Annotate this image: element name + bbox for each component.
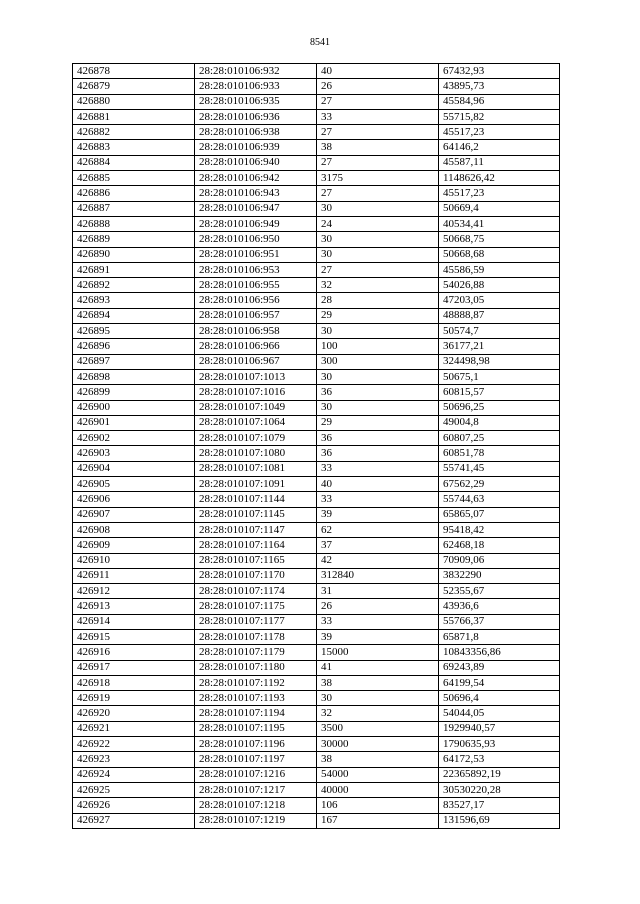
area-cell: 29 (317, 415, 439, 430)
table-row (73, 186, 560, 201)
cadastral-number-cell: 28:28:010107:1178 (195, 629, 317, 644)
record-number-cell: 426927 (73, 813, 195, 828)
cadastral-number-cell: 28:28:010107:1016 (195, 385, 317, 400)
record-number-cell: 426894 (73, 308, 195, 323)
table-row (73, 813, 560, 828)
cadastral-number-cell: 28:28:010106:967 (195, 354, 317, 369)
value-cell: 55744,63 (439, 492, 560, 507)
cadastral-number-cell: 28:28:010106:950 (195, 232, 317, 247)
value-cell: 324498,98 (439, 354, 560, 369)
record-number-cell: 426926 (73, 798, 195, 813)
value-cell: 131596,69 (439, 813, 560, 828)
value-cell: 45587,11 (439, 155, 560, 170)
record-number-cell: 426922 (73, 737, 195, 752)
record-number-cell: 426908 (73, 522, 195, 537)
cadastral-number-cell: 28:28:010107:1049 (195, 400, 317, 415)
value-cell: 70909,06 (439, 553, 560, 568)
cadastral-number-cell: 28:28:010107:1180 (195, 660, 317, 675)
cadastral-number-cell: 28:28:010106:932 (195, 64, 317, 79)
table-row (73, 79, 560, 94)
value-cell: 64172,53 (439, 752, 560, 767)
value-cell: 65871,8 (439, 629, 560, 644)
cadastral-number-cell: 28:28:010106:935 (195, 94, 317, 109)
table-row (73, 339, 560, 354)
area-cell: 15000 (317, 645, 439, 660)
area-cell: 30 (317, 232, 439, 247)
value-cell: 1790635,93 (439, 737, 560, 752)
value-cell: 50696,4 (439, 691, 560, 706)
area-cell: 3175 (317, 171, 439, 186)
value-cell: 1148626,42 (439, 171, 560, 186)
cadastral-number-cell: 28:28:010107:1175 (195, 599, 317, 614)
cadastral-number-cell: 28:28:010107:1217 (195, 782, 317, 797)
value-cell: 69243,89 (439, 660, 560, 675)
cadastral-number-cell: 28:28:010107:1091 (195, 477, 317, 492)
table-row (73, 614, 560, 629)
value-cell: 54044,05 (439, 706, 560, 721)
table-row (73, 599, 560, 614)
record-number-cell: 426886 (73, 186, 195, 201)
record-number-cell: 426917 (73, 660, 195, 675)
table-row (73, 354, 560, 369)
page-number: 8541 (310, 37, 330, 48)
record-number-cell: 426906 (73, 492, 195, 507)
cadastral-number-cell: 28:28:010107:1174 (195, 584, 317, 599)
table-row (73, 660, 560, 675)
area-cell: 40 (317, 477, 439, 492)
record-number-cell: 426918 (73, 675, 195, 690)
table-row (73, 324, 560, 339)
area-cell: 36 (317, 446, 439, 461)
table-row (73, 645, 560, 660)
cadastral-number-cell: 28:28:010106:955 (195, 278, 317, 293)
cadastral-number-cell: 28:28:010107:1194 (195, 706, 317, 721)
record-number-cell: 426901 (73, 415, 195, 430)
area-cell: 26 (317, 599, 439, 614)
area-cell: 32 (317, 278, 439, 293)
record-number-cell: 426921 (73, 721, 195, 736)
table-row (73, 140, 560, 155)
table-row (73, 629, 560, 644)
area-cell: 27 (317, 125, 439, 140)
area-cell: 28 (317, 293, 439, 308)
value-cell: 50668,75 (439, 232, 560, 247)
area-cell: 30 (317, 324, 439, 339)
value-cell: 55741,45 (439, 461, 560, 476)
value-cell: 55766,37 (439, 614, 560, 629)
cadastral-number-cell: 28:28:010106:966 (195, 339, 317, 354)
value-cell: 22365892,19 (439, 767, 560, 782)
record-number-cell: 426878 (73, 64, 195, 79)
value-cell: 45584,96 (439, 94, 560, 109)
area-cell: 30 (317, 369, 439, 384)
table-row (73, 721, 560, 736)
cadastral-number-cell: 28:28:010106:949 (195, 216, 317, 231)
record-number-cell: 426882 (73, 125, 195, 140)
record-number-cell: 426925 (73, 782, 195, 797)
record-number-cell: 426924 (73, 767, 195, 782)
area-cell: 31 (317, 584, 439, 599)
table-row (73, 553, 560, 568)
value-cell: 47203,05 (439, 293, 560, 308)
area-cell: 27 (317, 94, 439, 109)
record-number-cell: 426879 (73, 79, 195, 94)
value-cell: 50574,7 (439, 324, 560, 339)
table-row (73, 706, 560, 721)
area-cell: 26 (317, 79, 439, 94)
table-row (73, 109, 560, 124)
area-cell: 30000 (317, 737, 439, 752)
record-number-cell: 426895 (73, 324, 195, 339)
table-row (73, 446, 560, 461)
area-cell: 30 (317, 691, 439, 706)
record-number-cell: 426883 (73, 140, 195, 155)
cadastral-number-cell: 28:28:010107:1218 (195, 798, 317, 813)
cadastral-number-cell: 28:28:010107:1080 (195, 446, 317, 461)
record-number-cell: 426898 (73, 369, 195, 384)
area-cell: 27 (317, 262, 439, 277)
table-row (73, 477, 560, 492)
record-number-cell: 426912 (73, 584, 195, 599)
cadastral-number-cell: 28:28:010106:933 (195, 79, 317, 94)
value-cell: 67432,93 (439, 64, 560, 79)
area-cell: 3500 (317, 721, 439, 736)
value-cell: 65865,07 (439, 507, 560, 522)
record-number-cell: 426915 (73, 629, 195, 644)
cadastral-number-cell: 28:28:010107:1177 (195, 614, 317, 629)
value-cell: 54026,88 (439, 278, 560, 293)
record-number-cell: 426890 (73, 247, 195, 262)
cadastral-number-cell: 28:28:010107:1144 (195, 492, 317, 507)
table-row (73, 752, 560, 767)
cadastral-number-cell: 28:28:010106:940 (195, 155, 317, 170)
table-row (73, 538, 560, 553)
value-cell: 45517,23 (439, 186, 560, 201)
value-cell: 55715,82 (439, 109, 560, 124)
cadastral-number-cell: 28:28:010106:956 (195, 293, 317, 308)
table-row (73, 507, 560, 522)
table-row (73, 171, 560, 186)
value-cell: 50696,25 (439, 400, 560, 415)
value-cell: 30530220,28 (439, 782, 560, 797)
record-number-cell: 426904 (73, 461, 195, 476)
value-cell: 52355,67 (439, 584, 560, 599)
cadastral-number-cell: 28:28:010107:1013 (195, 369, 317, 384)
record-number-cell: 426914 (73, 614, 195, 629)
table-row (73, 293, 560, 308)
value-cell: 62468,18 (439, 538, 560, 553)
value-cell: 95418,42 (439, 522, 560, 537)
record-number-cell: 426885 (73, 171, 195, 186)
value-cell: 10843356,86 (439, 645, 560, 660)
table-row (73, 492, 560, 507)
value-cell: 3832290 (439, 568, 560, 583)
table-row (73, 385, 560, 400)
record-number-cell: 426902 (73, 431, 195, 446)
value-cell: 60851,78 (439, 446, 560, 461)
cadastral-number-cell: 28:28:010106:942 (195, 171, 317, 186)
table-row (73, 461, 560, 476)
record-number-cell: 426907 (73, 507, 195, 522)
cadastral-number-cell: 28:28:010107:1165 (195, 553, 317, 568)
area-cell: 37 (317, 538, 439, 553)
record-number-cell: 426916 (73, 645, 195, 660)
cadastral-number-cell: 28:28:010107:1081 (195, 461, 317, 476)
cadastral-number-cell: 28:28:010107:1147 (195, 522, 317, 537)
table-row (73, 232, 560, 247)
table-row (73, 201, 560, 216)
cadastral-number-cell: 28:28:010106:957 (195, 308, 317, 323)
table-row (73, 584, 560, 599)
record-number-cell: 426897 (73, 354, 195, 369)
area-cell: 24 (317, 216, 439, 231)
area-cell: 312840 (317, 568, 439, 583)
area-cell: 30 (317, 201, 439, 216)
area-cell: 38 (317, 752, 439, 767)
area-cell: 100 (317, 339, 439, 354)
record-number-cell: 426884 (73, 155, 195, 170)
value-cell: 83527,17 (439, 798, 560, 813)
area-cell: 54000 (317, 767, 439, 782)
record-number-cell: 426923 (73, 752, 195, 767)
table-row (73, 798, 560, 813)
area-cell: 167 (317, 813, 439, 828)
cadastral-number-cell: 28:28:010107:1196 (195, 737, 317, 752)
value-cell: 60807,25 (439, 431, 560, 446)
table-row (73, 247, 560, 262)
cadastral-number-cell: 28:28:010107:1170 (195, 568, 317, 583)
record-number-cell: 426881 (73, 109, 195, 124)
area-cell: 40 (317, 64, 439, 79)
value-cell: 50669,4 (439, 201, 560, 216)
value-cell: 60815,57 (439, 385, 560, 400)
cadastral-number-cell: 28:28:010106:938 (195, 125, 317, 140)
cadastral-number-cell: 28:28:010107:1164 (195, 538, 317, 553)
cadastral-number-cell: 28:28:010106:939 (195, 140, 317, 155)
record-number-cell: 426920 (73, 706, 195, 721)
area-cell: 300 (317, 354, 439, 369)
cadastral-number-cell: 28:28:010107:1193 (195, 691, 317, 706)
cadastral-number-cell: 28:28:010107:1179 (195, 645, 317, 660)
value-cell: 45517,23 (439, 125, 560, 140)
table-row (73, 415, 560, 430)
record-number-cell: 426892 (73, 278, 195, 293)
record-number-cell: 426899 (73, 385, 195, 400)
area-cell: 27 (317, 186, 439, 201)
area-cell: 42 (317, 553, 439, 568)
value-cell: 49004,8 (439, 415, 560, 430)
record-number-cell: 426905 (73, 477, 195, 492)
value-cell: 45586,59 (439, 262, 560, 277)
cadastral-number-cell: 28:28:010107:1145 (195, 507, 317, 522)
record-number-cell: 426880 (73, 94, 195, 109)
area-cell: 106 (317, 798, 439, 813)
cadastral-number-cell: 28:28:010106:953 (195, 262, 317, 277)
record-number-cell: 426889 (73, 232, 195, 247)
table-row (73, 155, 560, 170)
record-number-cell: 426903 (73, 446, 195, 461)
cadastral-number-cell: 28:28:010107:1192 (195, 675, 317, 690)
area-cell: 30 (317, 400, 439, 415)
area-cell: 41 (317, 660, 439, 675)
record-number-cell: 426911 (73, 568, 195, 583)
area-cell: 36 (317, 431, 439, 446)
cadastral-number-cell: 28:28:010106:943 (195, 186, 317, 201)
value-cell: 40534,41 (439, 216, 560, 231)
area-cell: 30 (317, 247, 439, 262)
record-number-cell: 426909 (73, 538, 195, 553)
area-cell: 38 (317, 140, 439, 155)
area-cell: 36 (317, 385, 439, 400)
record-number-cell: 426887 (73, 201, 195, 216)
area-cell: 40000 (317, 782, 439, 797)
table-row (73, 400, 560, 415)
record-number-cell: 426913 (73, 599, 195, 614)
record-number-cell: 426891 (73, 262, 195, 277)
area-cell: 33 (317, 614, 439, 629)
value-cell: 64199,54 (439, 675, 560, 690)
table-row (73, 216, 560, 231)
table-row (73, 737, 560, 752)
record-number-cell: 426888 (73, 216, 195, 231)
area-cell: 38 (317, 675, 439, 690)
table-row (73, 369, 560, 384)
table-row (73, 782, 560, 797)
cadastral-number-cell: 28:28:010106:958 (195, 324, 317, 339)
table-row (73, 308, 560, 323)
cadastral-number-cell: 28:28:010106:936 (195, 109, 317, 124)
cadastral-number-cell: 28:28:010107:1064 (195, 415, 317, 430)
table-row (73, 125, 560, 140)
cadastral-number-cell: 28:28:010107:1079 (195, 431, 317, 446)
value-cell: 50668,68 (439, 247, 560, 262)
table-row (73, 568, 560, 583)
record-number-cell: 426910 (73, 553, 195, 568)
value-cell: 67562,29 (439, 477, 560, 492)
table-row (73, 64, 560, 79)
table-row (73, 94, 560, 109)
table-row (73, 767, 560, 782)
record-number-cell: 426919 (73, 691, 195, 706)
area-cell: 33 (317, 109, 439, 124)
registry-table (72, 63, 560, 829)
record-number-cell: 426896 (73, 339, 195, 354)
cadastral-number-cell: 28:28:010107:1216 (195, 767, 317, 782)
record-number-cell: 426900 (73, 400, 195, 415)
table-row (73, 691, 560, 706)
cadastral-number-cell: 28:28:010106:951 (195, 247, 317, 262)
record-number-cell: 426893 (73, 293, 195, 308)
table-row (73, 262, 560, 277)
value-cell: 43936,6 (439, 599, 560, 614)
cadastral-number-cell: 28:28:010107:1195 (195, 721, 317, 736)
cadastral-number-cell: 28:28:010107:1219 (195, 813, 317, 828)
cadastral-number-cell: 28:28:010107:1197 (195, 752, 317, 767)
area-cell: 32 (317, 706, 439, 721)
area-cell: 39 (317, 507, 439, 522)
table-row (73, 522, 560, 537)
value-cell: 36177,21 (439, 339, 560, 354)
area-cell: 39 (317, 629, 439, 644)
table-row (73, 675, 560, 690)
table-row (73, 278, 560, 293)
area-cell: 33 (317, 492, 439, 507)
area-cell: 27 (317, 155, 439, 170)
table-row (73, 431, 560, 446)
value-cell: 64146,2 (439, 140, 560, 155)
registry-table-body (73, 64, 560, 829)
value-cell: 43895,73 (439, 79, 560, 94)
area-cell: 62 (317, 522, 439, 537)
value-cell: 50675,1 (439, 369, 560, 384)
value-cell: 48888,87 (439, 308, 560, 323)
area-cell: 33 (317, 461, 439, 476)
cadastral-number-cell: 28:28:010106:947 (195, 201, 317, 216)
value-cell: 1929940,57 (439, 721, 560, 736)
area-cell: 29 (317, 308, 439, 323)
